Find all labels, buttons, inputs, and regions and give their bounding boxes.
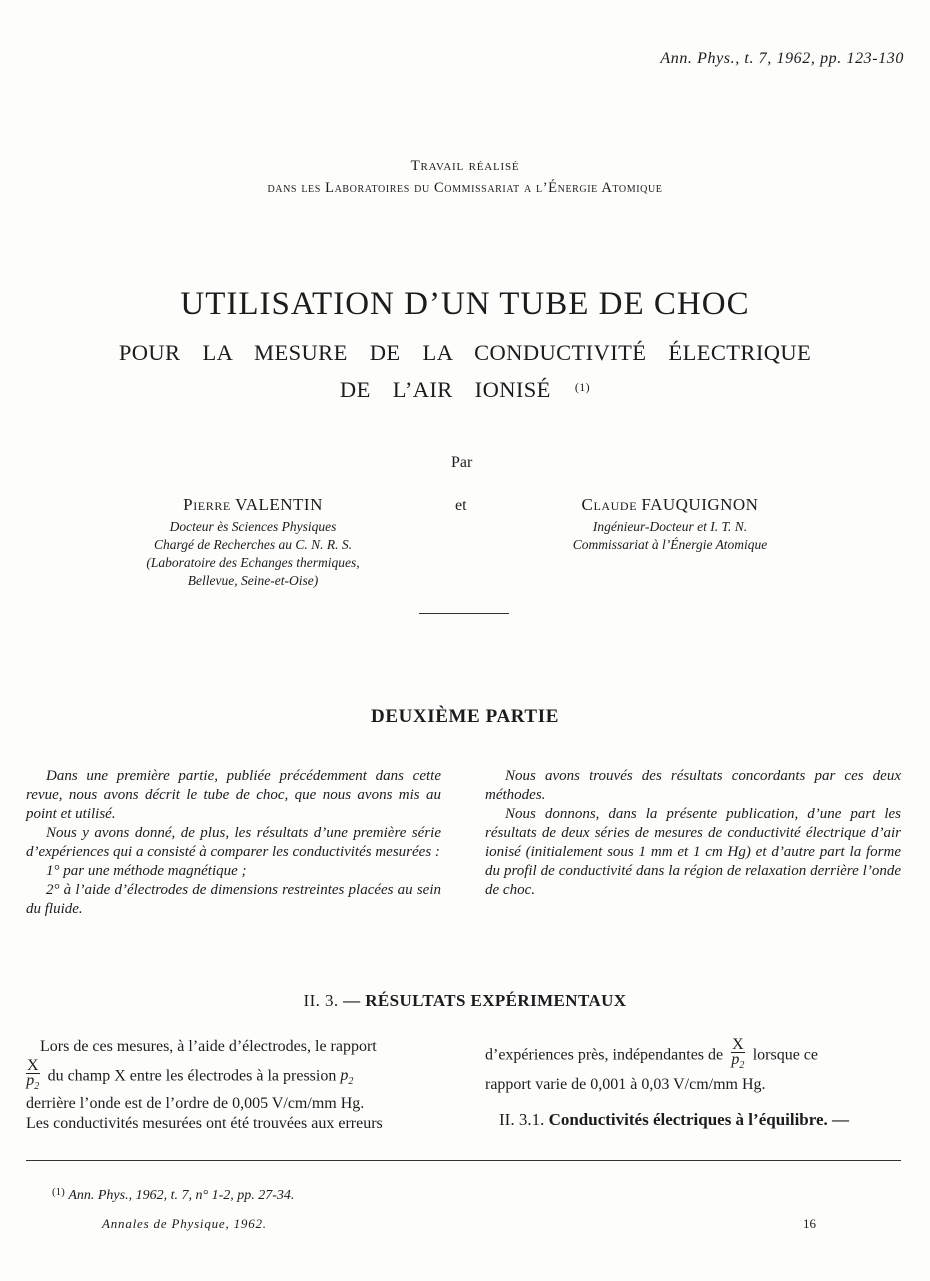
title-line3 [0,377,930,403]
author-2-last: FAUQUIGNON [641,495,759,514]
section-heading [0,991,930,1011]
title-line2: POUR LA MESURE DE LA CONDUCTIVITÉ ÉLECTRIQUE [118,340,812,365]
author-1-block [134,495,372,590]
abstract-left-item2: 2° à l’aide d’électrodes de dimensions restreintes placées au sein du fluide. [26,882,441,917]
body-right-line1b: lorsque ce [752,1046,818,1064]
author-1-first: Pierre [183,495,231,514]
ratio-left-denominator: $p_2$ [26,1071,40,1092]
abstract-right-column [485,767,901,900]
ratio-x-over-p2-left [26,1056,40,1094]
author-1-affiliation-1: Docteur ès Sciences Physiques [169,519,337,534]
subsection-title: Conductivités électriques à l’équilibre. — [548,1109,850,1129]
part-title: DEUXIÈME PARTIE [371,706,559,727]
author-1-affiliation-2: Chargé de Recherches au C. N. R. S. [153,537,353,552]
author-2-block [540,495,800,554]
body-right-line1 [485,1038,901,1073]
subsection-heading [485,1110,901,1131]
body-right-line1a: d’expériences près, indépendantes de [485,1046,724,1064]
section-number: II. 3. [303,991,339,1010]
lab-notice-line1: Travail réalisé [410,158,520,174]
subsection-number: II. 3.1. [499,1109,545,1129]
body-right-column [485,1038,901,1130]
ratio-left-numerator: X [27,1056,39,1074]
title-separator-rule [419,613,509,614]
body-left-line3: derrière l’onde est de l’ordre de 0,005 V/cm/mm Hg. [26,1094,365,1112]
ratio-right-numerator: X [732,1036,744,1053]
author-1-affiliation-4: Bellevue, Seine-et-Oise) [187,573,319,588]
footer-page-number: 16 [803,1216,816,1231]
author-1-affiliation-3: (Laboratoire des Echanges thermiques, [146,555,360,570]
ratio-right-denominator: $p_2$ [731,1051,745,1072]
author-1-name [134,495,372,515]
author-conjunction: et [455,497,467,514]
abstract-right-p1: Nous avons trouvés des résultats concordants par ces deux méthodes. [485,768,901,803]
body-left-line2 [26,1056,441,1094]
byline: Par [451,454,473,471]
footnote-text: Ann. Phys., 1962, t. 7, n° 1-2, pp. 27-34. [68,1188,295,1203]
section-dash: — [343,991,361,1010]
body-left-column [26,1037,441,1135]
body-right-line2: rapport varie de 0,001 à 0,03 V/cm/mm Hg. [485,1076,766,1094]
title-line1: UTILISATION D’UN TUBE DE CHOC [180,286,750,322]
section-title: RÉSULTATS EXPÉRIMENTAUX [365,991,627,1010]
abstract-left-p1: Dans une première partie, publiée précédemment dans cette revue, nous avons décrit le tube de choc, que nous avons mis au point et utilisé. [26,768,441,822]
abstract-left-column [26,767,441,919]
footer-journal: Annales de Physique, 1962. [102,1216,267,1231]
pressure-p2: $p_2$ [340,1066,354,1087]
footnote [52,1186,294,1204]
body-left-line4: Les conductivités mesurées ont été trouvées aux erreurs [26,1115,383,1133]
abstract-right-p2: Nous donnons, dans la présente publication, d’une part les résultats de deux séries de mesures de conductivité électrique d’air ionisé (initialement sous 1 mm et 1 cm Hg) et d’autre part la forme du profil de conductivité dans la région de relaxation derrière l’onde de choc. [485,806,901,898]
abstract-left-p2: Nous y avons donné, de plus, les résultats d’une première série d’expériences qui a consisté à comparer les conductivités mesurées : [26,825,441,860]
body-left-line2-text: du champ X entre les électrodes à la pression [47,1066,337,1084]
abstract-left-item1: 1° par une méthode magnétique ; [46,863,247,879]
body-left-line1: Lors de ces mesures, à l’aide d’électrodes, le rapport [40,1038,377,1055]
title-line3-text: DE L’AIR IONISÉ [339,377,551,402]
author-2-affiliation-1: Ingénieur-Docteur et I. T. N. [592,519,748,534]
running-header: Ann. Phys., t. 7, 1962, pp. 123-130 [660,50,904,67]
lab-notice-line2: dans les Laboratoires du Commissariat a l’Énergie Atomique [267,180,663,196]
ratio-x-over-p2-right [731,1038,745,1073]
author-2-name [540,495,800,515]
author-1-last: VALENTIN [235,495,323,514]
title-footnote-mark: (1) [574,380,591,394]
footnote-rule [26,1160,901,1161]
footnote-mark: (1) [52,1186,65,1198]
author-2-affiliation-2: Commissariat à l’Énergie Atomique [572,537,768,552]
author-2-first: Claude [581,495,638,514]
